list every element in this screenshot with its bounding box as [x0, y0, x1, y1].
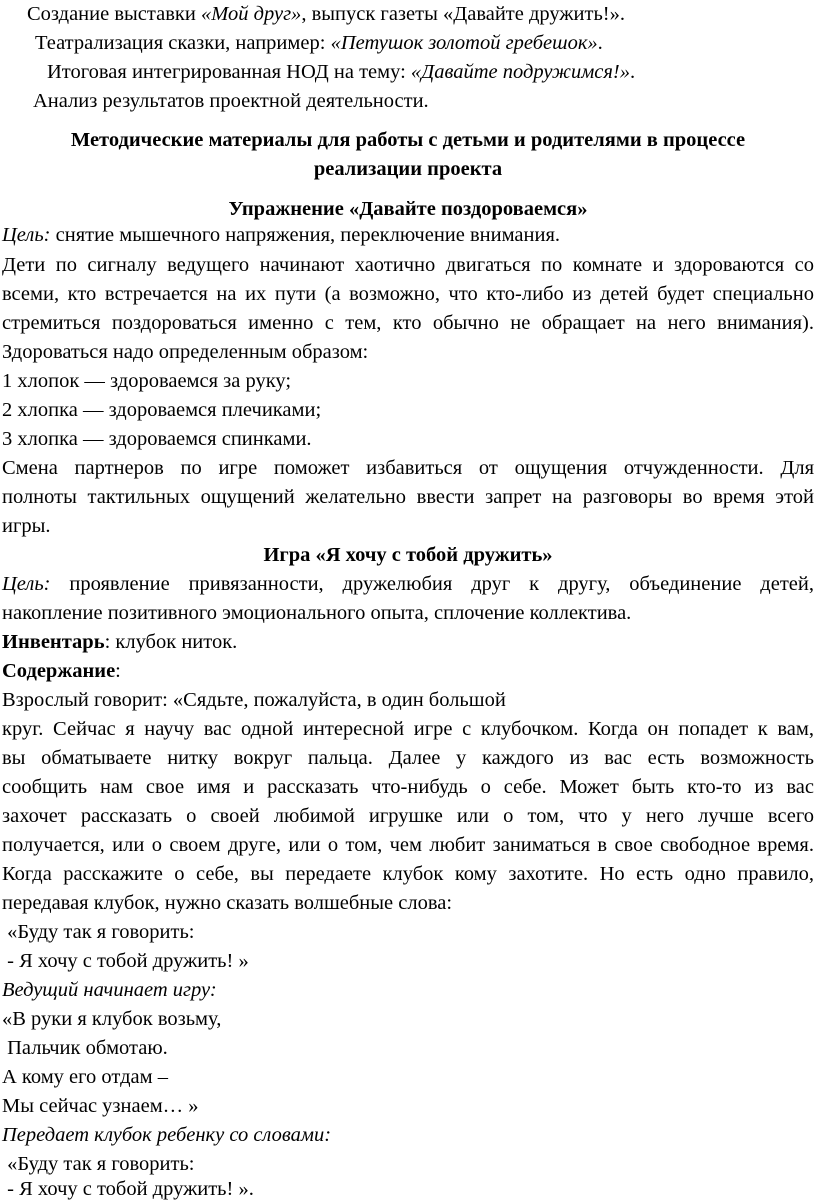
section-title-line-2: реализации проекта	[313, 158, 503, 180]
game-text-line: Взрослый говорит: «Сядьте, пожалуйста, в один большой	[2, 689, 506, 711]
inventory-label: Инвентарь	[2, 631, 105, 653]
closing-words-line-2: - Я хочу с тобой дружить! ».	[2, 1178, 254, 1200]
clap-rule-2: 2 хлопка — здороваемся плечиками;	[2, 399, 322, 421]
leader-instruction: Ведущий начинает игру:	[2, 979, 217, 1001]
intro-line-theatre	[35, 30, 816, 56]
intro-line-exhibition	[27, 1, 816, 27]
closing-words-line-1: «Буду так я говорить:	[2, 1153, 195, 1175]
intro-emphasis: «Петушок золотой гребешок»	[330, 32, 598, 54]
goal-text: снятие мышечного напряжения, переключение внимания.	[50, 224, 561, 246]
intro-emphasis: «Мой друг»	[200, 3, 302, 25]
exercise-title: Упражнение «Давайте поздороваемся»	[228, 198, 588, 220]
exercise-paragraph-line: полноты тактильных ощущений желательно ввести запрет на разговоры во время этой	[2, 486, 814, 508]
intro-text: .	[630, 61, 636, 83]
game-goal-continued: накопление позитивного эмоционального опыта, сплочение коллектива.	[2, 602, 632, 624]
exercise-goal	[2, 222, 814, 248]
exercise-paragraph-line: Смена партнеров по игре поможет избавиться от ощущения отчужденности. Для	[2, 457, 814, 479]
intro-text: , выпуск газеты «Давайте дружить!».	[301, 3, 626, 25]
exercise-paragraph-line: всеми, кто встречается на их пути (а возможно, что кто-либо из детей будет специально	[2, 283, 814, 305]
intro-line-nod	[47, 59, 816, 85]
intro-text: Создание выставки	[27, 3, 201, 25]
goal-text: проявление привязанности, дружелюбия друг к другу, объединение детей,	[50, 573, 814, 595]
inventory-text: : клубок ниток.	[104, 631, 238, 653]
verse-line-4: Мы сейчас узнаем… »	[2, 1095, 199, 1117]
game-text-line: вы обматываете нитку вокруг пальца. Далее у каждого из вас есть возможность	[2, 747, 814, 769]
content-label: Содержание	[2, 660, 116, 682]
exercise-paragraph-line: Дети по сигналу ведущего начинают хаотично двигаться по комнате и здороваются со	[2, 254, 814, 276]
game-title: Игра «Я хочу с тобой дружить»	[263, 544, 553, 566]
intro-text: Итоговая интегрированная НОД на тему:	[47, 61, 411, 83]
verse-line-3: А кому его отдам –	[2, 1066, 168, 1088]
game-text-line: Когда расскажите о себе, вы передаете клубок кому захотите. Но есть одно правило,	[2, 863, 814, 885]
game-text-line: круг. Сейчас я научу вас одной интересной игре с клубочком. Когда он попадет к вам,	[2, 718, 814, 740]
game-text-line: сообщить нам свое имя и рассказать что-нибудь о себе. Может быть кто-то из вас	[2, 776, 814, 798]
exercise-paragraph-line: Здороваться надо определенным образом:	[2, 341, 369, 363]
exercise-paragraph-line: игры.	[2, 515, 51, 537]
magic-words-line-2: - Я хочу с тобой дружить! »	[2, 950, 249, 972]
pass-instruction: Передает клубок ребенку со словами:	[2, 1124, 332, 1146]
game-goal	[2, 571, 814, 597]
game-text-line: захочет рассказать о своей любимой игрушке или о том, что у него лучше всего	[2, 805, 814, 827]
section-title-line-1: Методические материалы для работы с детьми и родителями в процессе	[70, 129, 746, 151]
magic-words-line-1: «Буду так я говорить:	[2, 921, 195, 943]
intro-text: .	[597, 32, 603, 54]
clap-rule-3: 3 хлопка — здороваемся спинками.	[2, 428, 312, 450]
clap-rule-1: 1 хлопок — здороваемся за руку;	[2, 370, 292, 392]
goal-label: Цель:	[2, 573, 51, 595]
game-content-heading	[2, 658, 814, 684]
game-text-line: передавая клубок, нужно сказать волшебные слова:	[2, 892, 453, 914]
verse-line-2: Пальчик обмотаю.	[2, 1037, 168, 1059]
game-inventory	[2, 629, 814, 655]
intro-line-analysis: Анализ результатов проектной деятельности.	[33, 90, 429, 112]
content-colon: :	[115, 660, 121, 682]
exercise-paragraph-line: стремиться поздороваться именно с тем, кто обычно не обращает на него внимания).	[2, 312, 814, 334]
game-text-line: получается, или о своем друге, или о том, чем любит заниматься в свое свободное время.	[2, 834, 814, 856]
goal-label: Цель:	[2, 224, 51, 246]
verse-line-1: «В руки я клубок возьму,	[2, 1008, 222, 1030]
intro-emphasis: «Давайте подружимся!»	[410, 61, 631, 83]
intro-text: Театрализация сказки, например:	[35, 32, 331, 54]
